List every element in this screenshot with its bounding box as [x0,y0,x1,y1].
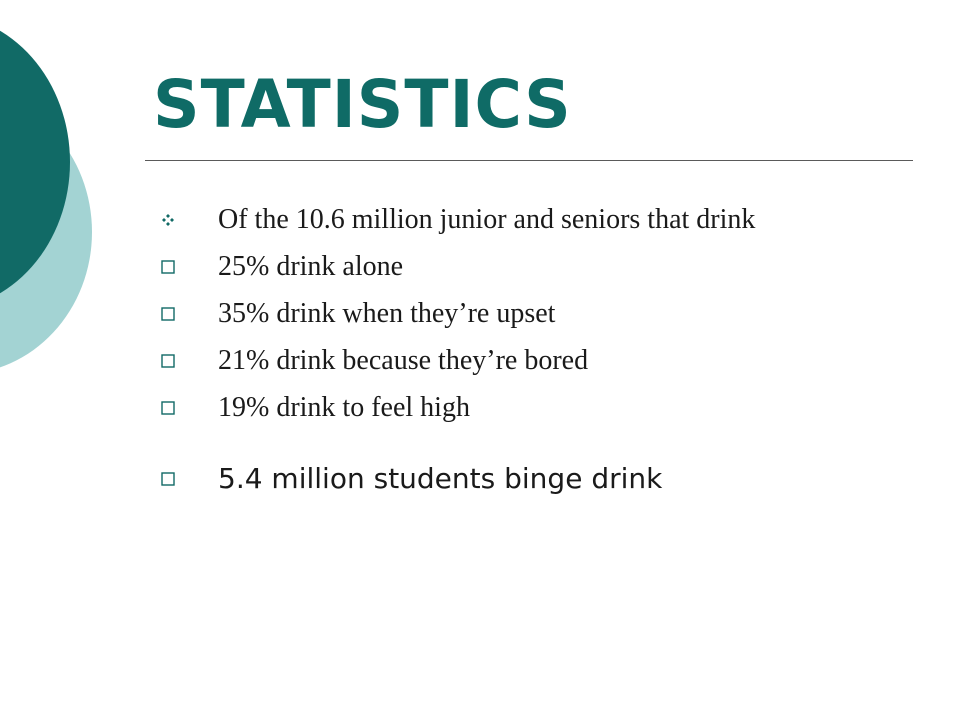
bullet-item [160,243,920,290]
bullet-item [160,337,920,384]
bullet-item [160,455,920,502]
bullet-item [160,196,920,243]
diamond-cluster-icon [160,212,176,228]
bullet-text: 25% drink alone [218,250,404,282]
square-outline-icon [160,353,176,369]
bullet-text: 35% drink when they’re upset [218,297,556,329]
square-outline-icon [160,306,176,322]
bullet-list [160,196,920,502]
bullet-text: 5.4 million students binge drink [218,462,663,495]
square-outline-icon [160,259,176,275]
bullet-text: 21% drink because they’re bored [218,344,589,376]
title-underline [145,160,913,161]
square-outline-icon [160,471,176,487]
bullet-text: 19% drink to feel high [218,391,470,423]
bullet-text: Of the 10.6 million junior and seniors that drink [218,203,756,235]
bullet-item [160,384,920,431]
square-outline-icon [160,400,176,416]
bullet-item [160,290,920,337]
slide-title: STATISTICS [153,66,572,143]
